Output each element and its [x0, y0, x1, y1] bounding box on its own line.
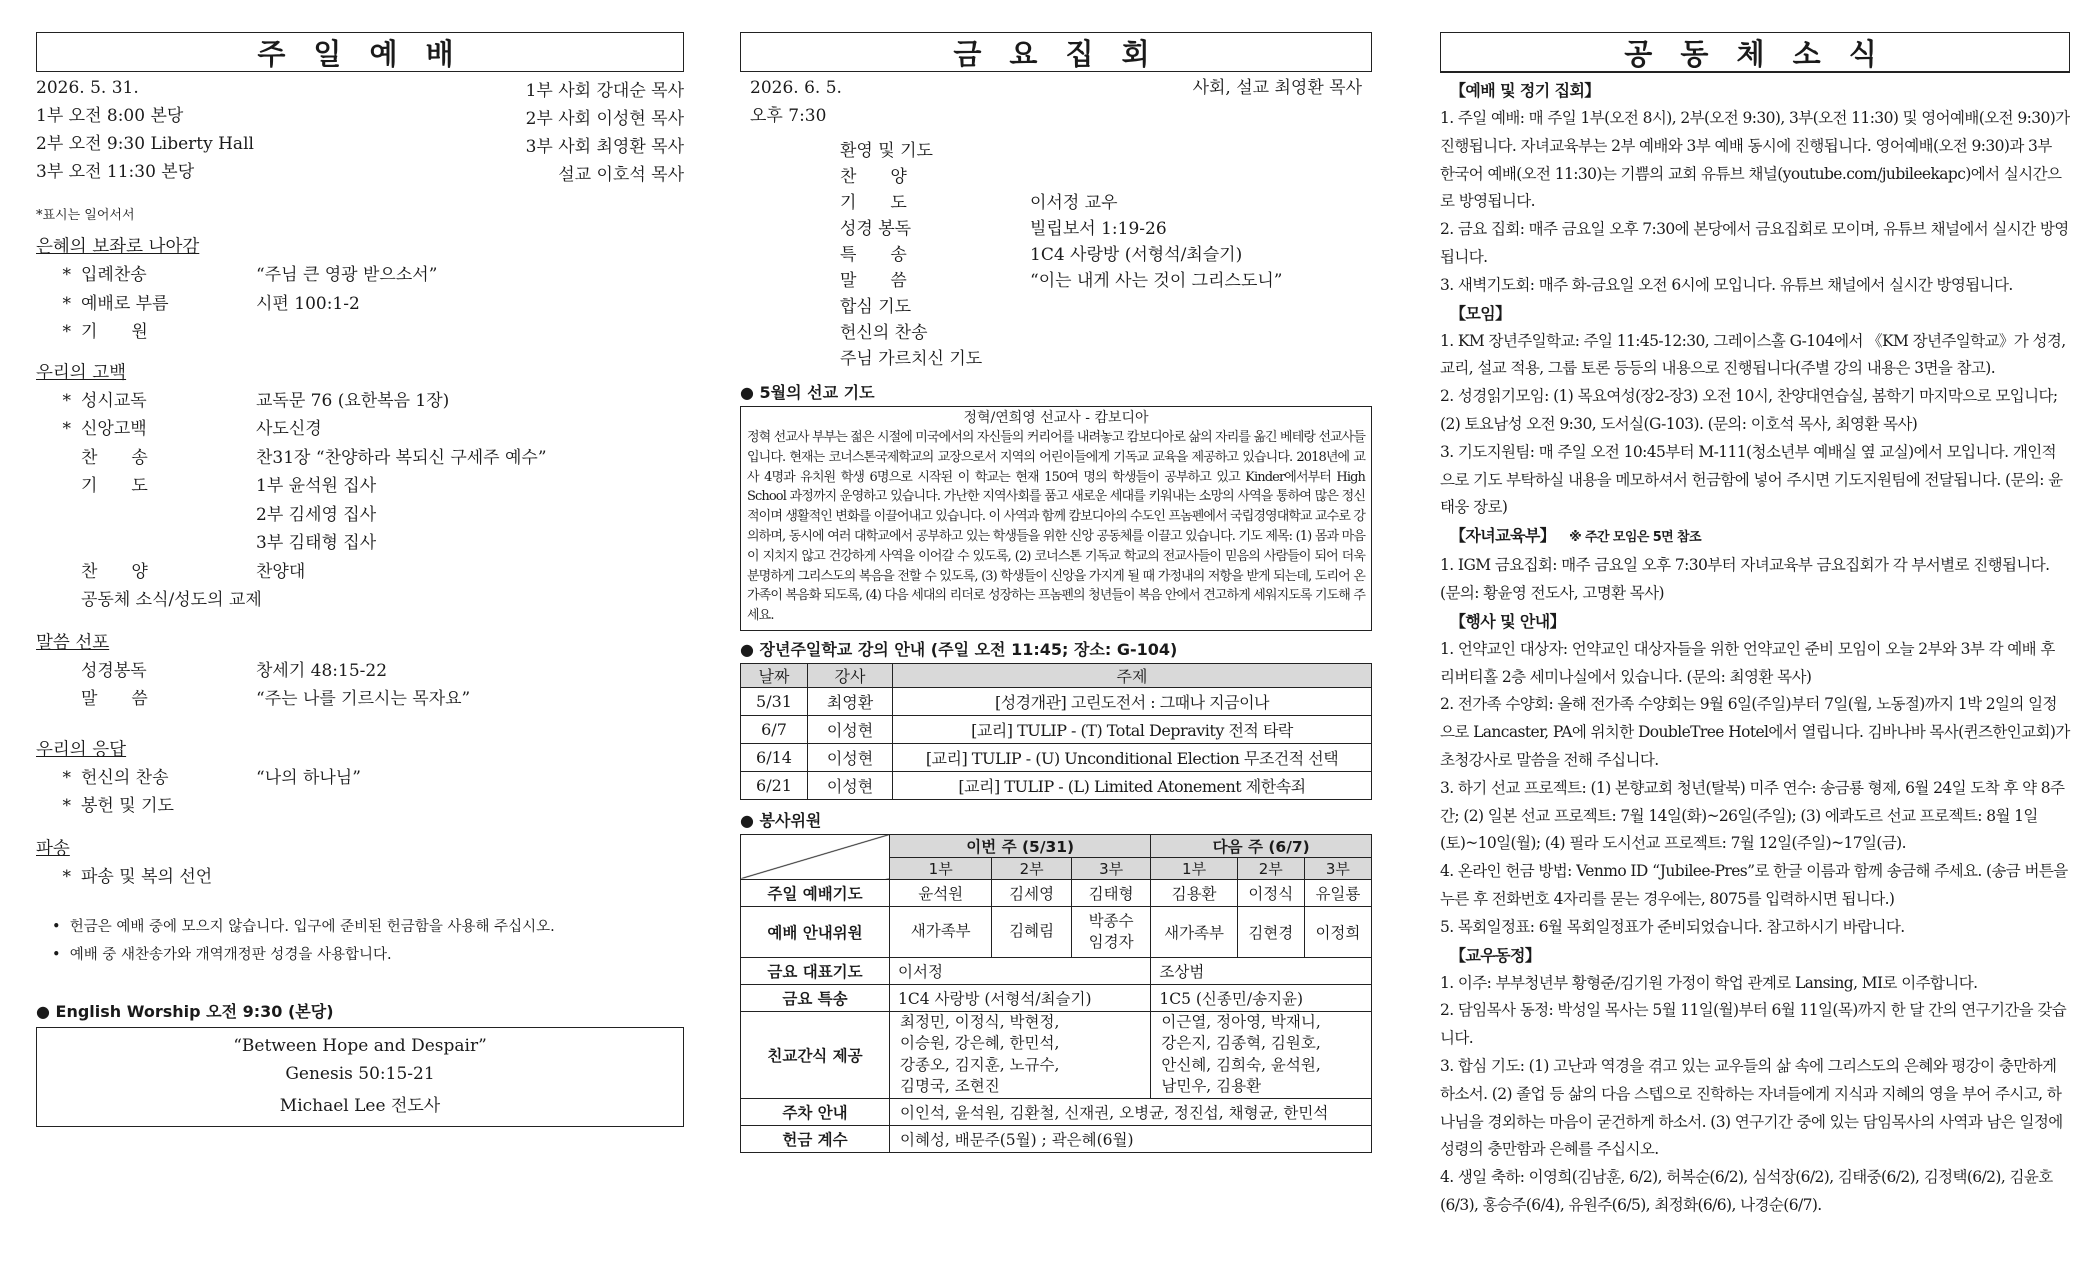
- item-label: 공동체 소식/성도의 교제: [81, 590, 262, 610]
- item-label: 찬 양: [840, 167, 907, 187]
- item-label: 기 원: [81, 322, 148, 342]
- item-label: 기 도: [840, 193, 907, 213]
- section-title: 파송: [36, 838, 70, 859]
- leader-line: 2부 사회 이성현 목사: [525, 109, 684, 129]
- row-label: 주차 안내: [741, 1098, 890, 1125]
- sunday-services: [36, 74, 254, 189]
- item-label: 파송 및 복의 선언: [81, 866, 213, 887]
- sunday-date: 2026. 5. 31.: [36, 78, 139, 98]
- volunteer-cell: 1C5 (신종민/송지윤): [1151, 984, 1372, 1011]
- english-worship-box: [36, 1027, 684, 1127]
- worship-item: [36, 792, 684, 821]
- item-label: 환영 및 기도: [840, 141, 933, 161]
- worship-item: [36, 558, 684, 587]
- worship-item: [36, 261, 684, 290]
- leader-line: 1부 사회 강대순 목사: [525, 81, 684, 101]
- news-item: 3. 하기 선교 프로젝트: (1) 본향교회 청년(탈북) 미주 연수: 송금룡 형제, 6월 24일 도착 후 약 8주간; (2) 일본 선교 프로젝트: 7월 14일(화)~26일(주일); (3) 에콰도르 선교 프로젝트: 8월 1일(토)~10일(월); (4) 필라 도시선교 프로젝트: 7월 12일(주일)~17일(금).: [1440, 778, 2065, 853]
- service-time: 3부 오전 11:30 본당: [36, 162, 195, 182]
- volunteer-cell: 윤석원: [890, 879, 992, 906]
- worship-section: [36, 629, 684, 714]
- news-item: 1. IGM 금요집회: 매주 금요일 오후 7:30부터 자녀교육부 금요집회가 각 부서별로 진행됩니다. (문의: 황윤영 전도사, 고명환 목사): [1440, 556, 2050, 602]
- worship-item: [36, 863, 684, 892]
- leader-line: 설교 이호석 목사: [558, 165, 684, 185]
- friday-order-item: [840, 268, 1372, 294]
- stand-mark: [36, 472, 81, 501]
- item-value: 빌립보서 1:19-26: [1030, 219, 1167, 239]
- friday-order-item: [840, 190, 1372, 216]
- stand-mark: [36, 586, 81, 615]
- item-label: 봉헌 및 기도: [81, 796, 174, 816]
- english-sermon-title: “Between Hope and Despair”: [233, 1036, 487, 1056]
- volunteer-cell: 새가족부: [1151, 906, 1237, 957]
- stand-mark: *: [62, 265, 71, 285]
- stand-mark: [36, 558, 81, 587]
- lecture-cell: 최영환: [808, 687, 893, 715]
- friday-order-item: [840, 294, 1372, 320]
- item-value: 시편 100:1-2: [256, 293, 360, 314]
- news-item: 3. 합심 기도: (1) 고난과 역경을 겪고 있는 교우들의 삶 속에 그리스도의 은혜와 평강이 충만하게 하소서. (2) 졸업 등 삶의 다음 스텝으로 진학하는 자녀들에게 지식과 지혜의 영을 부어 주시고, 하나님을 경외하는 마음이 굳건하게 하소서. (3) 연구기간 중에 있는 담임목사의 사역과 남은 일정에 성령의 충만함과 은혜를 주십시오.: [1440, 1056, 2063, 1159]
- volunteers-heading: ● 봉사위원: [740, 810, 822, 830]
- item-value: “주는 나를 기르시는 목자요”: [256, 689, 471, 709]
- item-label: 성경봉독: [81, 660, 147, 681]
- friday-order-item: [840, 346, 1372, 372]
- friday-order: [740, 138, 1372, 372]
- lecture-cell: 6/14: [741, 743, 808, 771]
- volunteer-row: [741, 1011, 1372, 1098]
- lecture-heading: ● 장년주일학교 강의 안내 (주일 오전 11:45; 장소: G-104): [740, 639, 1178, 659]
- stand-mark: [36, 529, 81, 558]
- stand-mark: [36, 501, 81, 530]
- service-header: 2부: [992, 857, 1071, 879]
- item-value: “이는 내게 사는 것이 그리스도니”: [1030, 271, 1283, 291]
- stand-mark: [36, 444, 81, 473]
- row-label: 예배 안내위원: [741, 906, 890, 957]
- item-label: 신앙고백: [81, 419, 147, 439]
- row-label: 금요 대표기도: [741, 957, 890, 984]
- news-group-heading: 【자녀교육부】 ※ 주간 모임은 5면 참조: [1450, 526, 1701, 546]
- order-of-worship: [36, 233, 684, 891]
- news-item: 3. 기도지원팀: 매 주일 오전 10:45부터 M-111(청소년부 예배실 옆 교실)에서 모입니다. 개인적으로 기도 부탁하실 내용을 메모하셔서 헌금함에 넣어 주시면 기도지원팀에 전달됩니다. (문의: 윤태웅 장로): [1440, 442, 2063, 517]
- lecture-header-cell: 강사: [808, 663, 893, 687]
- item-label: 합심 기도: [840, 297, 912, 317]
- news-group-heading: 【행사 및 안내】: [1450, 611, 1566, 631]
- item-value: 찬31장 “찬양하라 복되신 구세주 예수”: [256, 447, 547, 468]
- news-group-heading: 【예배 및 정기 집회】: [1450, 81, 1600, 100]
- worship-section: [36, 736, 684, 821]
- lecture-cell: 6/7: [741, 715, 808, 743]
- friday-time: 오후 7:30: [750, 106, 827, 126]
- item-label: [81, 529, 256, 558]
- worship-item: [36, 290, 684, 319]
- friday-date: 2026. 6. 5.: [750, 78, 842, 98]
- worship-item: [36, 444, 684, 473]
- friday-leader: 사회, 설교 최영환 목사: [1192, 78, 1362, 98]
- volunteer-row: [741, 1125, 1372, 1152]
- volunteer-cell: 이서정: [890, 957, 1151, 984]
- news-item: 1. 이주: 부부청년부 황형준/김기원 가정이 학업 관계로 Lansing, MI로 이주합니다.: [1440, 973, 1978, 992]
- volunteer-cell: 1C4 사랑방 (서형석/최슬기): [890, 984, 1151, 1011]
- item-value: “주님 큰 영광 받으소서”: [256, 265, 438, 285]
- lecture-row: [741, 771, 1372, 799]
- news-item: 1. KM 장년주일학교: 주일 11:45-12:30, 그레이스홀 G-104에서 《KM 장년주일학교》가 성경, 교리, 설교 적용, 그룹 토론 등등의 내용으로 진행됩니다(주별 강의 내용은 3면을 참고).: [1440, 331, 2066, 378]
- item-value: 1부 윤석원 집사: [256, 476, 377, 496]
- stand-note: *표시는 일어서서: [36, 208, 135, 223]
- volunteer-cell: 김세영: [992, 879, 1071, 906]
- stand-mark: *: [62, 796, 71, 816]
- mission-box: [740, 406, 1372, 631]
- worship-item: [36, 764, 684, 793]
- volunteer-cell: 최정민, 이정식, 박현정, 이승원, 강은혜, 한민석, 강종오, 김지훈, 노규수, 김명국, 조현진: [890, 1011, 1151, 1098]
- diagonal-corner-cell: [741, 834, 890, 879]
- worship-item: [36, 501, 684, 530]
- lecture-cell: [교리] TULIP - (L) Limited Atonement 제한속죄: [893, 771, 1372, 799]
- worship-section: [36, 835, 684, 892]
- volunteer-row: [741, 906, 1372, 957]
- item-value: 찬양대: [256, 561, 306, 582]
- section-title: 말씀 선포: [36, 632, 110, 653]
- item-label: 헌신의 찬송: [81, 767, 169, 788]
- item-value: 3부 김태형 집사: [256, 533, 377, 553]
- volunteer-header-row: [741, 834, 1372, 857]
- worship-section: [36, 233, 684, 347]
- row-label: 친교간식 제공: [741, 1011, 890, 1098]
- worship-item: [36, 586, 684, 615]
- lecture-header-row: [741, 663, 1372, 687]
- worship-item: [36, 529, 684, 558]
- volunteer-cell: 이근열, 정아영, 박재니, 강은지, 김종혁, 김원호, 안신혜, 김희숙, 윤석원, 남민우, 김용환: [1151, 1011, 1372, 1098]
- volunteer-row: [741, 1098, 1372, 1125]
- news-body: [1440, 77, 2070, 1220]
- lecture-header-cell: 날짜: [741, 663, 808, 687]
- volunteer-cell: 김현경: [1237, 906, 1304, 957]
- mission-subtitle: 정혁/연희영 선교사 - 캄보디아: [963, 410, 1149, 426]
- lecture-cell: [교리] TULIP - (U) Unconditional Election 무조건적 선택: [893, 743, 1372, 771]
- item-label: 기 도: [81, 476, 148, 496]
- news-item: 2. 전가족 수양회: 올해 전가족 수양회는 9월 6일(주일)부터 7일(월, 노동절)까지 1박 2일의 일정으로 Lancaster, PA에 위치한 DoubleTree Hotel에서 열립니다. 김바나바 목사(퀸즈한인교회)가 초청강사로 말씀을 전해 주십니다.: [1440, 695, 2070, 769]
- sunday-worship-column: [36, 32, 684, 1127]
- item-value: 2부 김세영 집사: [256, 504, 377, 525]
- item-value: 1C4 사랑방 (서형석/최슬기): [1030, 245, 1243, 265]
- volunteer-cell: 이혜성, 배문주(5월) ; 곽은혜(6월): [890, 1125, 1372, 1152]
- english-passage: Genesis 50:15-21: [285, 1064, 435, 1084]
- section-title: 우리의 고백: [36, 362, 127, 383]
- stand-mark: *: [62, 767, 71, 788]
- lecture-row: [741, 743, 1372, 771]
- worship-item: [36, 415, 684, 444]
- community-news-column: [1440, 32, 2070, 1220]
- item-label: 성시교독: [81, 390, 147, 411]
- item-label: 성경 봉독: [840, 219, 912, 239]
- volunteer-cell: 박종수 임경자: [1071, 906, 1151, 957]
- item-label: 예배로 부름: [81, 293, 169, 314]
- english-preacher: Michael Lee 전도사: [279, 1096, 441, 1116]
- lecture-cell: 이성현: [808, 715, 893, 743]
- news-item: 1. 언약교인 대상자: 언약교인 대상자들을 위한 언약교인 준비 모임이 오늘 2부와 3부 각 예배 후 리버티홀 2층 세미나실에서 있습니다. (문의: 최영환 목사): [1440, 639, 2055, 686]
- lecture-cell: 5/31: [741, 687, 808, 715]
- friday-gathering-column: [740, 32, 1372, 1153]
- this-week-header: 이번 주 (5/31): [890, 834, 1151, 857]
- english-worship-heading: ● English Worship 오전 9:30 (본당): [36, 1002, 334, 1021]
- item-value: 이서정 교우: [1030, 193, 1118, 213]
- service-header: 3부: [1304, 857, 1371, 879]
- stand-mark: [36, 657, 81, 686]
- volunteer-cell: 이인석, 윤석원, 김환철, 신재권, 오병균, 정진섭, 채형균, 한민석: [890, 1098, 1372, 1125]
- volunteer-cell: 김혜림: [992, 906, 1071, 957]
- item-label: 입례찬송: [81, 265, 147, 285]
- service-header: 1부: [890, 857, 992, 879]
- service-header: 2부: [1237, 857, 1304, 879]
- note-text: 헌금은 예배 중에 모으지 않습니다. 입구에 준비된 헌금함을 사용해 주십시오.: [69, 919, 555, 935]
- volunteer-cell: 조상범: [1151, 957, 1372, 984]
- friday-order-item: [840, 138, 1372, 164]
- friday-order-item: [840, 164, 1372, 190]
- volunteer-row: [741, 984, 1372, 1011]
- volunteer-cell: 유일룡: [1304, 879, 1371, 906]
- worship-item: [36, 472, 684, 501]
- item-label: 특 송: [840, 245, 907, 265]
- lecture-cell: 이성현: [808, 771, 893, 799]
- stand-mark: [36, 685, 81, 714]
- service-time: 2부 오전 9:30 Liberty Hall: [36, 134, 254, 154]
- news-group-heading: 【모임】: [1450, 303, 1511, 323]
- item-label: 말 씀: [840, 271, 907, 291]
- volunteers-table: [740, 834, 1372, 1153]
- item-label: 주님 가르치신 기도: [840, 349, 983, 369]
- stand-mark: *: [62, 866, 71, 887]
- news-item: 5. 목회일정표: 6월 목회일정표가 준비되었습니다. 참고하시기 바랍니다.: [1440, 917, 1905, 936]
- leader-line: 3부 사회 최영환 목사: [525, 137, 684, 157]
- news-group-note: ※ 주간 모임은 5면 참조: [1569, 530, 1701, 546]
- news-title: 공 동 체 소 식: [1440, 32, 2070, 72]
- section-title: 우리의 응답: [36, 739, 127, 760]
- item-value: “나의 하나님”: [256, 767, 361, 788]
- volunteer-row: [741, 879, 1372, 906]
- item-value: 창세기 48:15-22: [256, 660, 388, 681]
- news-item: 4. 생일 축하: 이영희(김남훈, 6/2), 허복순(6/2), 심석장(6/2), 김태중(6/2), 김정택(6/2), 김윤호(6/3), 홍승주(6/4), 유원주(6/5), 최정화(6/6), 나경순(6/7).: [1440, 1168, 2053, 1214]
- friday-order-item: [840, 320, 1372, 346]
- news-item: 1. 주일 예배: 매 주일 1부(오전 8시), 2부(오전 9:30), 3부(오전 11:30) 및 영어예배(오전 9:30)가 진행됩니다. 자녀교육부는 2부 예배와 3부 예배 동시에 진행됩니다. 영어예배(오전 9:30)과 3부 한국어 예배(오전 11:30)는 기쁨의 교회 유튜브 채널(youtube.com/jubileekapc)에서 실시간으로 방영됩니다.: [1440, 109, 2070, 211]
- item-value: 교독문 76 (요한복음 1장): [256, 390, 450, 411]
- news-item: 2. 금요 집회: 매주 금요일 오후 7:30에 본당에서 금요집회로 모이며, 유튜브 채널에서 실시간 방영됩니다.: [1440, 220, 2069, 266]
- volunteer-cell: 김용환: [1151, 879, 1237, 906]
- item-label: 찬 송: [81, 447, 148, 468]
- service-time: 1부 오전 8:00 본당: [36, 106, 184, 126]
- volunteer-row: [741, 957, 1372, 984]
- lecture-cell: [교리] TULIP - (T) Total Depravity 전적 타락: [893, 715, 1372, 743]
- service-header: 3부: [1071, 857, 1151, 879]
- item-label: 헌신의 찬송: [840, 323, 928, 343]
- news-group-heading: 【교우동정】: [1450, 945, 1541, 965]
- mission-heading: ● 5월의 선교 기도: [740, 383, 875, 402]
- news-item: 4. 온라인 헌금 방법: Venmo ID “Jubilee-Pres”로 한글 이름과 함께 송금해 주세요. (송금 버튼을 누른 후 전화번호 4자리를 묻는 경우에는, 8075를 입력하시면 됩니다.): [1440, 862, 2068, 908]
- lecture-row: [741, 715, 1372, 743]
- friday-title: 금 요 집 회: [740, 32, 1372, 72]
- item-label: 찬 양: [81, 561, 148, 582]
- worship-item: [36, 685, 684, 714]
- row-label: 헌금 계수: [741, 1125, 890, 1152]
- lecture-table: [740, 663, 1372, 800]
- item-label: 말 씀: [81, 689, 148, 709]
- next-week-header: 다음 주 (6/7): [1151, 834, 1372, 857]
- worship-item: [36, 387, 684, 416]
- worship-section: [36, 359, 684, 615]
- row-label: 주일 예배기도: [741, 879, 890, 906]
- lecture-cell: [성경개관] 고린도전서 : 그때나 지금이나: [893, 687, 1372, 715]
- news-item: 2. 담임목사 동정: 박성일 목사는 5월 11일(월)부터 6월 11일(목)까지 한 달 간의 연구기간을 갖습니다.: [1440, 1001, 2067, 1048]
- item-value: 사도신경: [256, 419, 322, 439]
- lecture-cell: 이성현: [808, 743, 893, 771]
- row-label: 금요 특송: [741, 984, 890, 1011]
- volunteer-cell: 이정식: [1237, 879, 1304, 906]
- stand-mark: *: [62, 322, 71, 342]
- lecture-header-cell: 주제: [893, 663, 1372, 687]
- volunteer-cell: 김태형: [1071, 879, 1151, 906]
- section-title: 은혜의 보좌로 나아감: [36, 237, 200, 257]
- mission-body: 정혁 선교사 부부는 젊은 시절에 미국에서의 자신들의 커리어를 내려놓고 캄보디아로 삶의 자리를 옮긴 베테랑 선교사들입니다. 현재는 코너스톤국제학교의 교장으로서 지역의 어린이들에게 기독교 교육을 제공하고 있습니다. 2018년에 교사 4명과 유치원 학생 6명으로 시작된 이 학교는 현재 150여 명의 학생들이 공부하고 있고 Kinder에서부터 High School 과정까지 운영하고 있습니다. 가난한 지역사회를 품고 새로운 세대를 키워내는 소망의 사역을 통하여 많은 정신적이며 생활적인 변화를 이끌어내고 있습니다. 이 사역과 함께 캄보디아의 수도인 프놈펜에서 국립경영대학교 교수로 강의하며, 동시에 여러 대학교에서 공부하고 있는 학생들을 위한 신앙 공동체를 이끌고 있습니다. 기도 제목: (1) 몸과 마음이 지치지 않고 건강하게 사역을 이어갈 수 있도록, (2) 코너스톤 기독교 학교의 전교사들이 믿음의 사람들이 되어 더욱 분명하게 그리스도의 복음을 전할 수 있도록, (3) 학생들이 신앙을 가지게 될 때 가정내의 저항을 받게 되는데, 도리어 온 가족이 복음화 되도록, (4) 다음 세대의 리더로 성장하는 프놈펜의 청년들이 복음 안에서 견고하게 세워지도록 기도해 주세요.: [747, 430, 1365, 624]
- friday-order-item: [840, 242, 1372, 268]
- note-text: 예배 중 새찬송가와 개역개정판 성경을 사용합니다.: [69, 947, 392, 963]
- news-item: 3. 새벽기도회: 매주 화-금요일 오전 6시에 모입니다. 유튜브 채널에서 실시간 방영됩니다.: [1440, 275, 2013, 294]
- item-label: [81, 501, 256, 530]
- sunday-leaders: [526, 77, 684, 189]
- service-header: 1부: [1151, 857, 1237, 879]
- news-item: 2. 성경읽기모임: (1) 목요여성(장2-장3) 오전 10시, 찬양대연습실, 봄학기 마지막으로 모입니다; (2) 토요남성 오전 9:30, 도서실(G-103). (문의: 이호석 목사, 최영환 목사): [1440, 387, 2058, 433]
- worship-item: [36, 657, 684, 686]
- friday-order-item: [840, 216, 1372, 242]
- stand-mark: *: [62, 293, 71, 314]
- volunteer-cell: 이정희: [1304, 906, 1371, 957]
- worship-item: [36, 318, 684, 347]
- lecture-cell: 6/21: [741, 771, 808, 799]
- sunday-title: 주 일 예 배: [36, 32, 684, 72]
- lecture-row: [741, 687, 1372, 715]
- sunday-notes: • 헌금은 예배 중에 모으지 않습니다. 입구에 준비된 헌금함을 사용해 주십시오. • 예배 중 새찬송가와 개역개정판 성경을 사용합니다.: [52, 919, 555, 963]
- stand-mark: *: [62, 419, 71, 439]
- stand-mark: *: [62, 390, 71, 411]
- volunteer-cell: 새가족부: [890, 906, 992, 957]
